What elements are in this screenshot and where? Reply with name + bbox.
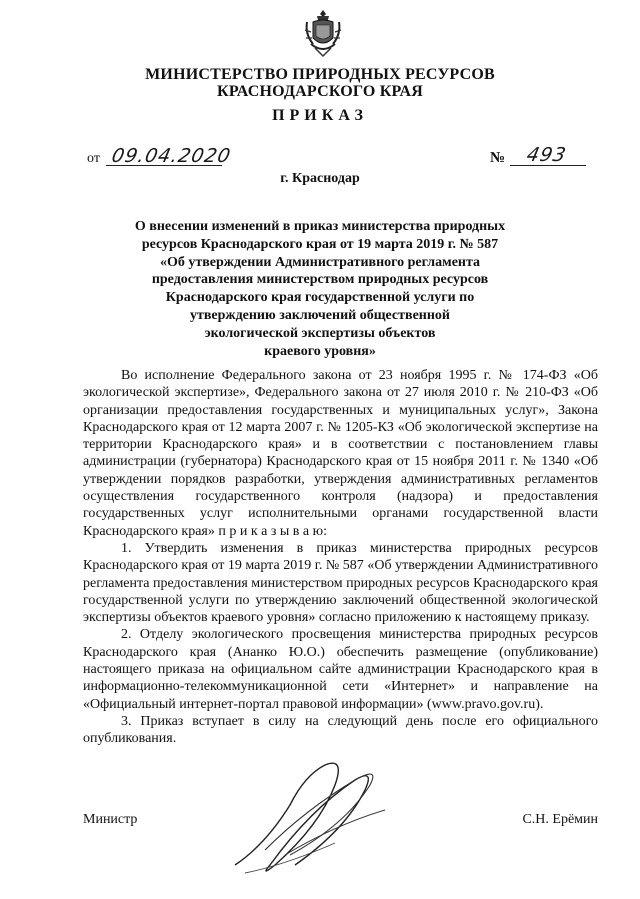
preamble-paragraph: Во исполнение Федерального закона от 23 ноября 1995 г. № 174-ФЗ «Об экологической экспертизе», Федерального закона от 27 июля 2010 г. № 210-ФЗ «Об организации предоставления государственных и муниципальных услуг», Закона Краснодарского края от 12 марта 2007 г. № 1205-КЗ «Об экологической экспертизе на территории Краснодарского края» и в соответствии с постановлением главы администрации (губернатора) Краснодарского края от 15 ноября 2011 г. № 1340 «Об утверждении порядков разработки, утверждения административных регламентов осуществления государственного контроля (надзора) и предоставления государственных услуг исполнительными органами государственной власти Краснодарского края» п р и к а з ы в а ю: — [83, 368, 598, 539]
document-type-title: ПРИКАЗ — [272, 107, 368, 124]
order-body — [83, 367, 598, 748]
item-3-paragraph: 3. Приказ вступает в силу на следующий день после его официального опубликования. — [83, 713, 598, 747]
subject-line: О внесении изменений в приказ министерства природных — [134, 219, 506, 234]
ministry-name-line2: КРАСНОДАРСКОГО КРАЯ — [217, 83, 423, 100]
city-name: г. Краснодар — [280, 171, 360, 186]
item-2-paragraph: 2. Отделу экологического просвещения министерства природных ресурсов Краснодарского края (Ананко Ю.О.) обеспечить размещение (опубликование) настоящего приказа на официальном сайте администрации Краснодарского края в информационно-телекоммуникационной сети «Интернет» и направление на «Официальный интернет-портал правовой информации» (www.pravo.gov.ru). — [83, 627, 598, 712]
date-value: 09.04.2020 — [109, 145, 234, 167]
signer-name: С.Н. Ерёмин — [522, 812, 598, 827]
subject-line: экологической экспертизы объектов — [204, 325, 436, 341]
number-value: 493 — [524, 144, 569, 166]
date-label: от — [87, 151, 100, 166]
number-label: № — [490, 150, 506, 166]
subject-line: ресурсов Краснодарского края от 19 марта 2019 г. № 587 — [141, 236, 499, 252]
subject-line: краевого уровня» — [264, 343, 376, 359]
subject-line: предоставления министерством природных ресурсов — [151, 272, 489, 288]
handwritten-signature — [225, 755, 405, 885]
signer-position: Министр — [83, 812, 138, 827]
date-number-row — [0, 145, 640, 173]
coat-of-arms-emblem — [303, 8, 343, 58]
item-1-paragraph: 1. Утвердить изменения в приказ министерства природных ресурсов Краснодарского края от 19 марта 2019 г. № 587 «Об утверждении Административного регламента предоставления министерством природных ресурсов Краснодарского края государственной услуги по утверждению заключений общественной экологической экспертизы объектов краевого уровня» согласно приложению к настоящему приказу. — [83, 540, 598, 626]
subject-line: Краснодарского края государственной услуги по — [165, 290, 475, 306]
ministry-name-line1: МИНИСТЕРСТВО ПРИРОДНЫХ РЕСУРСОВ — [145, 66, 495, 83]
subject-line: утверждению заключений общественной — [189, 307, 450, 323]
subject-line: «Об утверждении Административного регламента — [159, 254, 481, 270]
order-subject — [120, 218, 520, 360]
